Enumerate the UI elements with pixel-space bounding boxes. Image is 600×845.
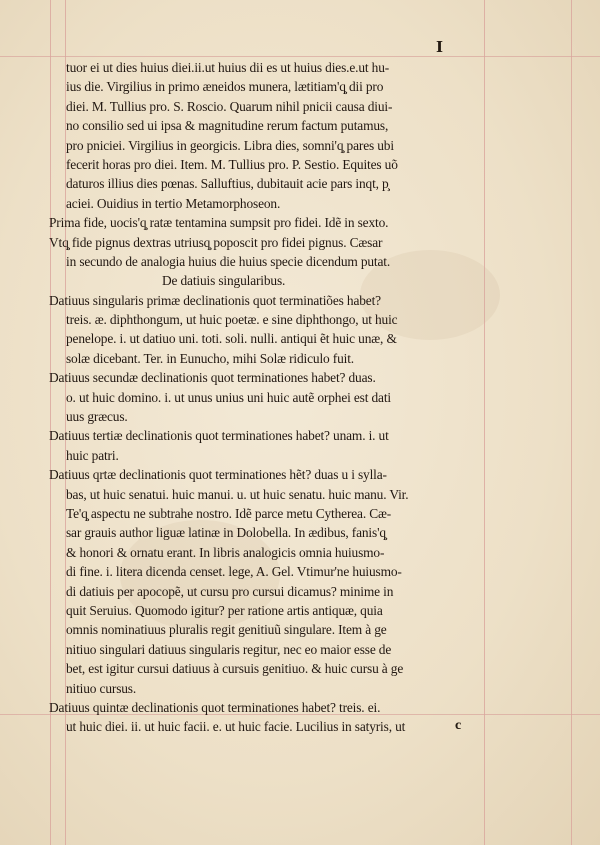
text-line: nitiuo singulari datiuus singularis regitur, nec eo maior esse de bbox=[66, 641, 392, 657]
text-line: in secundo de analogia huius die huius specie dicendum putat. bbox=[66, 253, 391, 269]
text-line: ius die. Virgilius in primo æneidos munera, lætitiam'q̧ dii pro bbox=[66, 79, 384, 95]
text-line: di fine. i. litera dicenda censet. lege, A. Gel. Vtimur'ne huiusmo- bbox=[66, 564, 402, 580]
text-line: diei. M. Tullius pro. S. Roscio. Quarum nihil pnicii causa diui- bbox=[66, 98, 393, 114]
folio-number: I bbox=[436, 38, 444, 56]
text-column bbox=[0, 58, 600, 737]
section-heading: De datiuis singularibus. bbox=[162, 273, 286, 289]
text-line: penelope. i. ut datiuo uni. toti. soli. nulli. antiqui ẽt huic unæ, & bbox=[66, 331, 397, 347]
text-line: tuor ei ut dies huius diei.ii.ut huius dii es ut huius dies.e.ut hu- bbox=[66, 60, 390, 75]
text-line: Datiuus singularis primæ declinationis quot terminatiões habet? bbox=[49, 292, 381, 308]
text-line: treis. æ. diphthongum, ut huic poetæ. e sine diphthongo, ut huic bbox=[66, 312, 398, 328]
text-line: no consilio sed ui ipsa & magnitudine rerum factum putamus, bbox=[66, 118, 389, 134]
text-line: uus græcus. bbox=[66, 409, 128, 425]
text-line: Te'q̧ aspectu ne subtrahe nostro. Idẽ parce metu Cytherea. Cæ- bbox=[66, 505, 392, 521]
ruling-line-top bbox=[0, 56, 600, 57]
text-line: Vtq̧ fide pignus dextras utriusq̧ poposcit pro fidei pignus. Cæsar bbox=[49, 234, 383, 250]
text-line: Datiuus qrtæ declinationis quot terminationes hẽt? duas u i sylla- bbox=[49, 467, 387, 483]
text-line: di datiuis per apocopẽ, ut cursu pro cursui dicamus? minime in bbox=[66, 583, 394, 599]
text-line: Prima fide, uocis'q̧ ratæ tentamina sumpsit pro fidei. Idẽ in sexto. bbox=[49, 215, 389, 231]
text-line: solæ dicebant. Ter. in Eunucho, mihi Solæ ridiculo fuit. bbox=[66, 350, 354, 366]
text-line: omnis nominatiuus pluralis regit genitiuũ singulare. Item à ge bbox=[66, 622, 387, 638]
text-line: ut huic diei. ii. ut huic facii. e. ut huic facie. Lucilius in satyris, ut bbox=[66, 719, 406, 735]
text-line: quit Seruius. Quomodo igitur? per ratione artis antiquæ, quia bbox=[66, 602, 383, 618]
text-line: fecerit horas pro diei. Item. M. Tullius pro. P. Sestio. Equites uõ bbox=[66, 156, 398, 172]
text-line: huic patri. bbox=[66, 447, 119, 463]
text-line: bas, ut huic senatui. huic manui. u. ut huic senatu. huic manu. Vir. bbox=[66, 486, 409, 502]
text-line: aciei. Ouidius in tertio Metamorphoseon. bbox=[66, 195, 281, 211]
text-line: Datiuus tertiæ declinationis quot terminationes habet? unam. i. ut bbox=[49, 428, 389, 444]
text-line: Datiuus quintæ declinationis quot terminationes habet? treis. ei. bbox=[49, 699, 381, 715]
text-line: & honori & ornatu erant. In libris analogicis omnia huiusmo- bbox=[66, 544, 385, 560]
text-line: o. ut huic domino. i. ut unus unius uni huic autẽ orphei est dati bbox=[66, 389, 391, 405]
text-line: nitiuo cursus. bbox=[66, 680, 137, 696]
text-line: daturos illius dies pœnas. Salluftius, dubitauit acie pars inqt, p̧ bbox=[66, 176, 389, 192]
text-line: Datiuus secundæ declinationis quot terminationes habet? duas. bbox=[49, 370, 376, 386]
catchword: c bbox=[455, 718, 462, 733]
text-line: pro pniciei. Virgilius in georgicis. Libra dies, somni'q̧ pares ubi bbox=[66, 137, 394, 153]
text-line: bet, est igitur cursui datiuus à cursuis genitiuo. & huic cursu à ge bbox=[66, 661, 404, 677]
text-line: sar grauis author liguæ latinæ in Dolobella. In ædibus, fanis'q̧ bbox=[66, 525, 386, 541]
